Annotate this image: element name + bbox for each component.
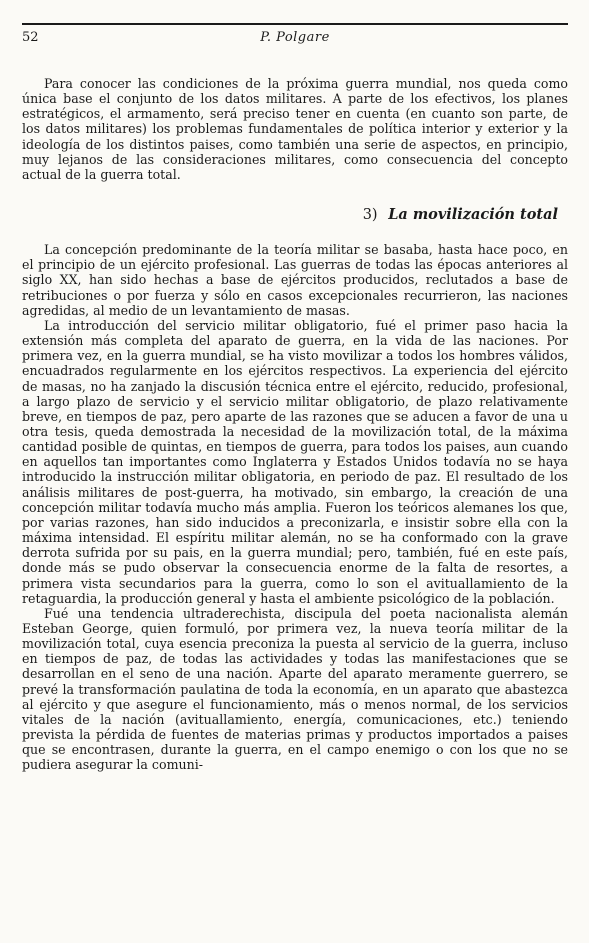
paragraph-mandatory-service: La introducción del servicio militar obligatorio, fué el primer paso hacia la extensión más completa del aparato de guerra, en la vida de las naciones. Por primera vez, en la guerra mundial, se ha visto movilizar a todos los hombres válidos, encuadrados regularmente en los ejércitos respectivos. La experiencia del ejército de masas, no ha zanjado la discusión técnica entre el ejército, reducido, profesional, a largo plazo de servicio y el servicio militar obligatorio, de plazo relativamente breve, en tiempos de paz, pero aparte de las razones que se aducen a favor de una u otra tesis, queda demostrada la necesidad de la movilización total, de la máxima cantidad posible de quintas, en tiempos de guerra, para todos los paises, aun cuando en aquellos tan importantes como Inglaterra y Estados Unidos todavía no se haya introducido la instrucción militar obligatoria, en periodo de paz. El resultado de los análisis militares de post-guerra, ha motivado, sin embargo, la creación de una concepción militar todavía mucho más amplia. Fueron los teóricos alemanes los que, por varias razones, han sido inducidos a preconizarla, e insistir sobre ella con la máxima intensidad. El espíritu militar alemán, no se ha conformado con la grave derrota sufrida por su pais, en la guerra mundial; pero, también, fué en este país, donde más se pudo observar la consecuencia enorme de la falta de resortes, a primera vista secundarios para la guerra, como lo son el avituallamiento de la retaguardia, la producción general y hasta el ambiente psicológico de la población. xyxy=(22,317,568,606)
page-header xyxy=(22,30,568,50)
header-rule xyxy=(22,23,568,25)
page-number: 52 xyxy=(22,30,39,45)
section-number: 3) xyxy=(362,207,378,224)
section-title: La movilización total xyxy=(388,206,558,224)
section-heading xyxy=(22,206,568,224)
page-body xyxy=(22,76,568,773)
paragraph-total-mobilization: Fué una tendencia ultraderechista, discipula del poeta nacionalista alemán Esteban George, quien formuló, por primera vez, la nueva teoría militar de la movilización total, cuya esencia preconiza la puesta al servicio de la guerra, incluso en tiempos de paz, de todas las actividades y todas las manifestaciones que se desarrollan en el seno de una nación. Aparte del aparato meramente guerrero, se prevé la transformación paulatina de toda la economía, en un aparato que abastezca al ejército y que asegure el funcionamiento, más o menos normal, de los servicios vitales de la nación (avituallamiento, energía, comunicaciones, etc.) teniendo prevista la pérdida de fuentes de materias primas y productos importados a paises que se encontrasen, durante la guerra, en el campo enemigo o con los que no se pudiera asegurar la comuni- xyxy=(22,605,568,773)
running-head: P. Polgare xyxy=(260,30,330,45)
paragraph-intro: Para conocer las condiciones de la próxima guerra mundial, nos queda como única base el conjunto de los datos militares. A parte de los efectivos, los planes estratégicos, el armamento, será preciso tener en cuenta (en cuanto son parte, de los datos militares) los problemas fundamentales de política interior y exterior y la ideología de los distintos paises, como también una serie de aspectos, en principio, muy lejanos de las consideraciones militares, como consecuencia del concepto actual de la guerra total. xyxy=(22,76,568,182)
paragraph-professional-army: La concepción predominante de la teoría militar se basaba, hasta hace poco, en el principio de un ejército profesional. Las guerras de todas las épocas anteriores al siglo XX, han sido hechas a base de ejércitos producidos, reclutados a base de retribuciones o por fuerza y sólo en casos excepcionales recurrieron, las naciones agredidas, al medio de un levantamiento de masas. xyxy=(22,242,568,318)
